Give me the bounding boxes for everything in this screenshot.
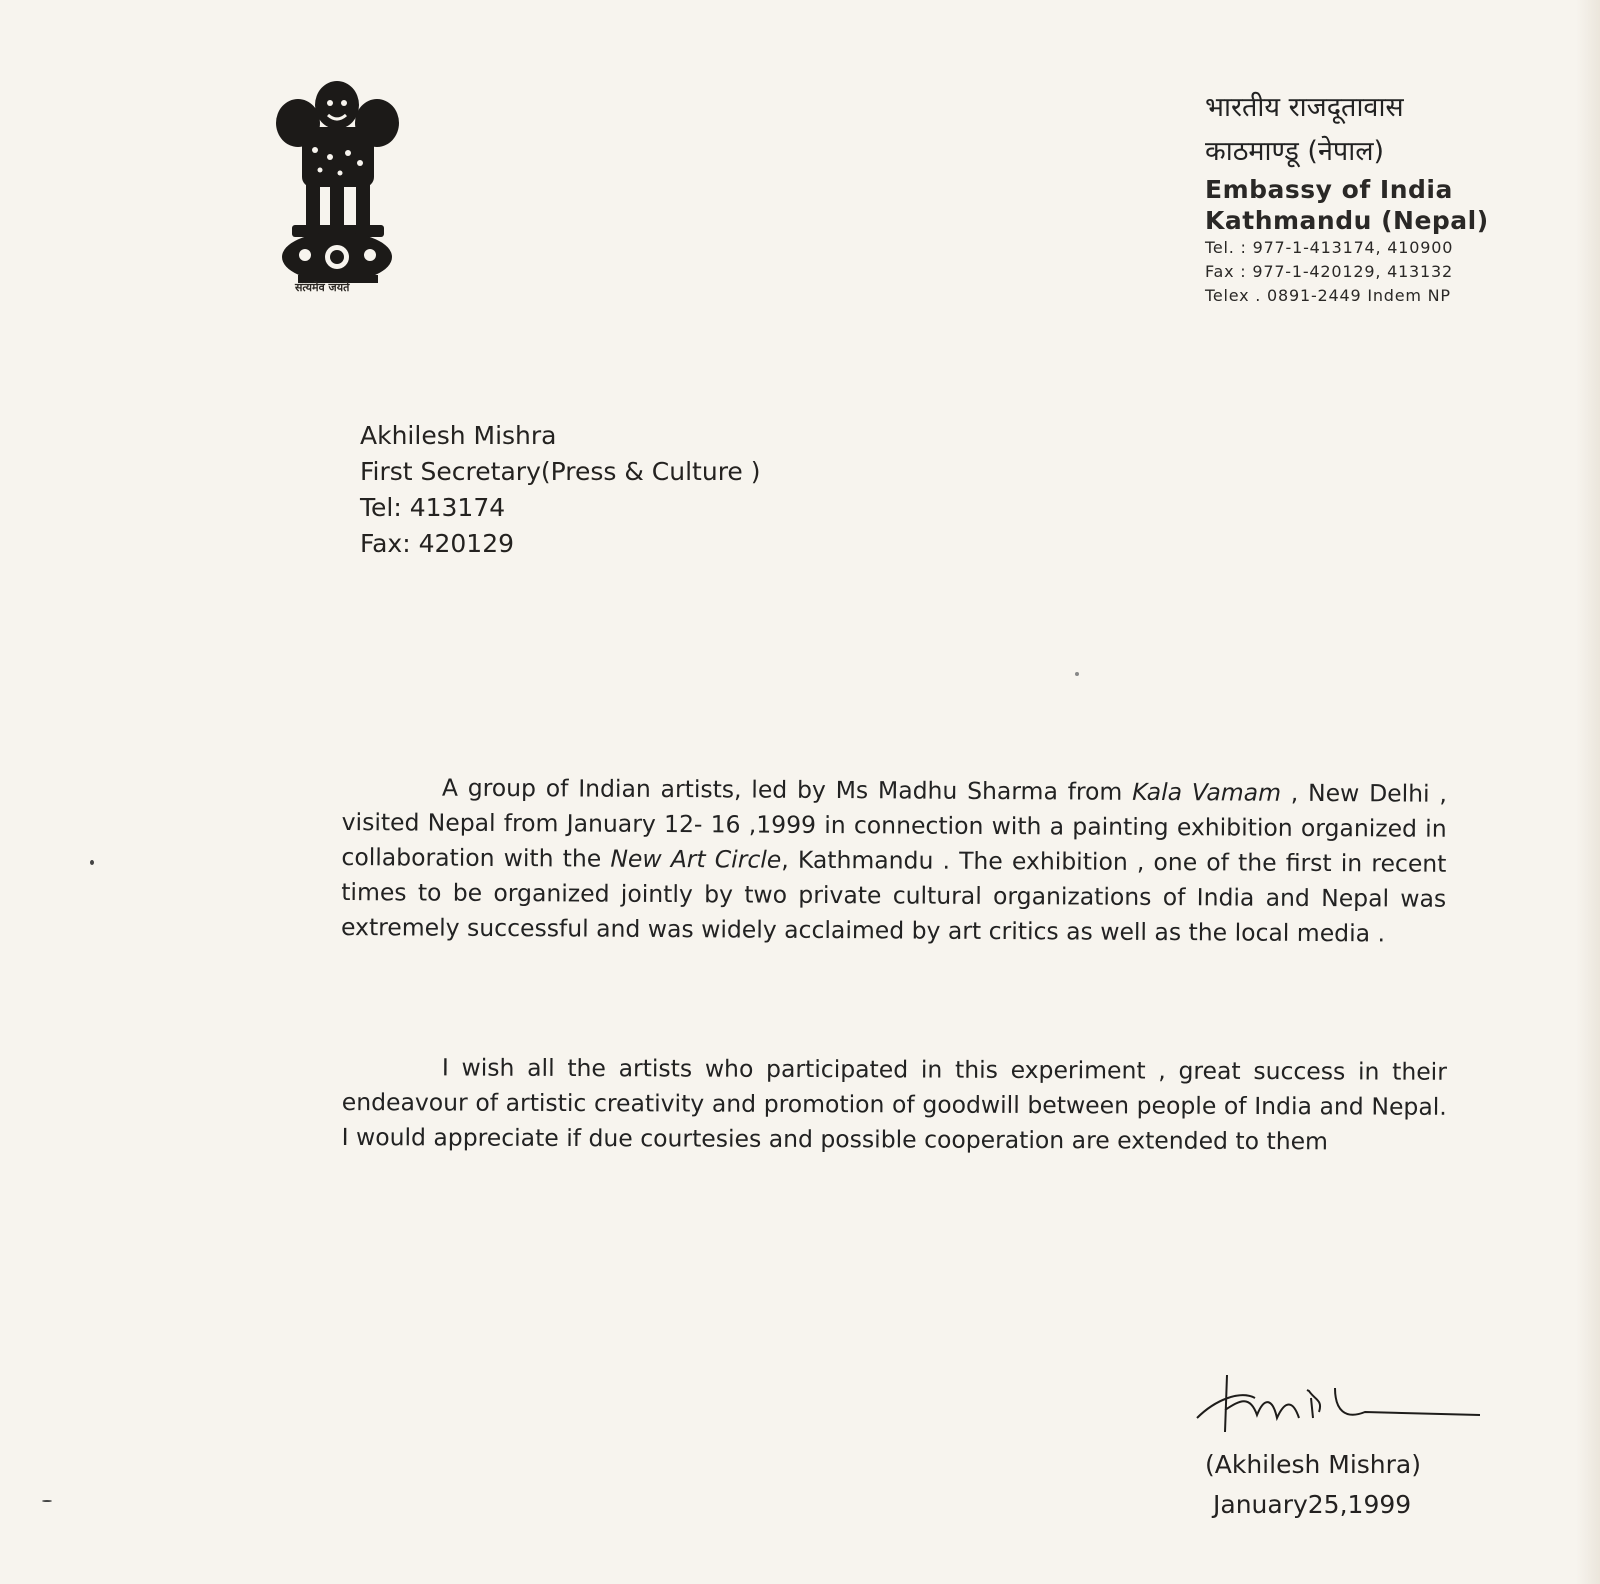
- p1-kala-vamam: Kala Vamam: [1132, 777, 1282, 807]
- handwritten-signature-icon: [1195, 1370, 1485, 1440]
- letter-date: January25,1999: [1213, 1490, 1412, 1519]
- paper-speck: [90, 860, 94, 865]
- paper-speck: [42, 1500, 52, 1502]
- sender-fax: Fax: 420129: [360, 529, 515, 558]
- letterhead: [1205, 86, 1489, 308]
- letterhead-hindi-line2: काठमाण्डू (नेपाल): [1205, 136, 1385, 167]
- emblem-motto: सत्यमेव जयते: [295, 281, 350, 294]
- p1-text-c: , Kathmandu . The exhibition , one of the first in recent times to be organized jointly by two private cultural organizations of India and Nepal was extremely successful and was widely acclaimed by art critics as well as the local media .: [340, 845, 1447, 948]
- letterhead-fax: Fax : 977-1-420129, 413132: [1205, 262, 1453, 281]
- body-paragraph-2: [342, 1050, 1447, 1160]
- sender-tel: Tel: 413174: [360, 493, 506, 522]
- letterhead-telex: Telex . 0891-2449 Indem NP: [1205, 286, 1451, 305]
- p1-text-a: A group of Indian artists, led by Ms Madhu Sharma from: [441, 773, 1133, 806]
- p1-text-b: , New Delhi , visited Nepal from January 12- 16 ,1999 in connection with a painting exhibition organized in collaboration with the: [341, 778, 1447, 873]
- sender-name: Akhilesh Mishra: [360, 421, 557, 450]
- p2-text: I wish all the artists who participated in this experiment , great success in their endeavour of artistic creativity and promotion of goodwill between people of India and Nepal. I would appreciate if due courtesies and possible cooperation are extended to them: [341, 1053, 1447, 1156]
- signature-name: (Akhilesh Mishra): [1205, 1450, 1422, 1479]
- letterhead-title-line2: Kathmandu (Nepal): [1205, 206, 1489, 235]
- letterhead-hindi-line1: भारतीय राजदूतावास: [1205, 92, 1404, 123]
- body-paragraph-1: [341, 770, 1447, 952]
- p1-new-art-circle: New Art Circle: [610, 844, 782, 874]
- paper-edge: [1576, 0, 1600, 1584]
- letterhead-title-line1: Embassy of India: [1205, 175, 1453, 204]
- national-emblem-icon: [270, 75, 405, 300]
- letterhead-tel: Tel. : 977-1-413174, 410900: [1205, 238, 1454, 257]
- sender-block: [360, 418, 761, 562]
- paper-speck: [1075, 672, 1079, 676]
- sender-designation: First Secretary(Press & Culture ): [360, 457, 761, 486]
